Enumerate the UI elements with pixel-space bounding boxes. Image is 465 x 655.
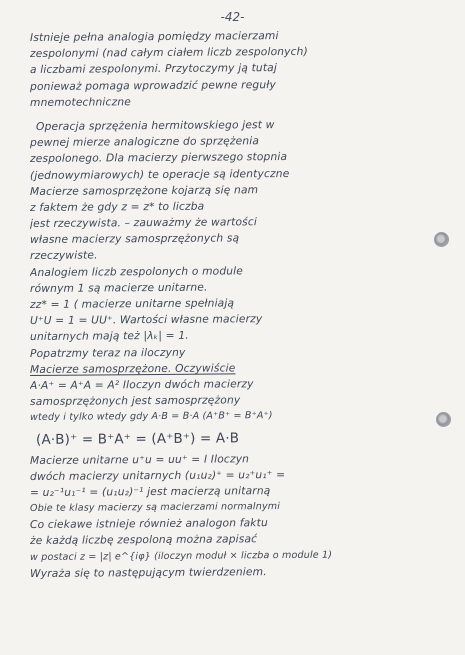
text-line: samosprzężonych jest samosprzężony	[29, 393, 241, 409]
text-line: równym 1 są macierze unitarne.	[29, 280, 208, 295]
text-line: ponieważ pomaga wprowadzić pewne reguły	[29, 77, 277, 93]
text-line: Co ciekawe istnieje również analogon faktu	[29, 516, 268, 532]
text-line: Obie te klasy macierzy są macierzami normalnymi	[29, 501, 281, 515]
formula-line: wtedy i tylko wtedy gdy A·B = B·A (A⁺B⁺ = B⁺A⁺)	[29, 410, 273, 424]
text-line: z faktem że gdy z = z* to liczba	[29, 199, 205, 214]
section-heading: Macierze samosprzężone. Oczywiście	[29, 361, 236, 376]
text-line: pewnej mierze analogiczne do sprzężenia	[29, 134, 260, 150]
text-line: własne macierzy samosprzężonych są	[29, 231, 240, 247]
page-number: -42-	[220, 10, 245, 24]
text-line: Istnieje pełna analogia pomiędzy macierzami	[29, 29, 279, 44]
text-line: Analogiem liczb zespolonych o module	[29, 263, 244, 279]
text-line: U⁺U = 1 = UU⁺. Wartości własne macierzy	[29, 312, 263, 328]
formula-line: A·A⁺ = A⁺A = A² Iloczyn dwóch macierzy	[29, 377, 254, 392]
formula-line: = u₂⁻¹u₁⁻¹ = (u₁u₂)⁻¹ jest macierzą unitarną	[29, 483, 271, 499]
text-line: Macierze samosprzężone kojarzą się nam	[29, 182, 259, 198]
text-line: zespolonymi (nad całym ciałem liczb zespolonych)	[29, 45, 308, 61]
text-line: unitarnych mają też |λₖ| = 1.	[29, 329, 189, 344]
text-line: mnemotechniczne	[29, 94, 131, 109]
text-line: jest rzeczywista. – zauważmy że wartości	[29, 215, 258, 231]
handwritten-text	[30, 30, 445, 582]
text-line: rzeczywiste.	[29, 248, 98, 263]
formula-line: dwóch macierzy unitarnych (u₁u₂)⁺ = u₂⁺u₁⁺ =	[29, 467, 286, 483]
section-heading: Macierze unitarne u⁺u = uu⁺ = I Iloczyn	[29, 451, 250, 467]
text-line: Popatrzmy teraz na iloczyny	[29, 345, 186, 360]
text-line: zespolonego. Dla macierzy pierwszego stopnia	[29, 150, 288, 166]
text-line: że każdą liczbę zespoloną można zapisać	[29, 532, 258, 548]
text-line: zz* = 1 ( macierze unitarne spełniają	[29, 296, 235, 311]
text-line: Wyraża się to następującym twierdzeniem.	[29, 564, 267, 580]
text-line: Operacja sprzężenia hermitowskiego jest w	[35, 118, 275, 133]
text-line: a liczbami zespolonymi. Przytoczymy ją tutaj	[29, 61, 278, 77]
text-line: (jednowymiarowych) te operacje są identyczne	[29, 166, 290, 182]
formula-line: w postaci z = |z| e^{iφ} (iloczyn moduł × liczba o module 1)	[29, 549, 333, 563]
formula-line: (A·B)⁺ = B⁺A⁺ = (A⁺B⁺) = A·B	[35, 429, 240, 448]
